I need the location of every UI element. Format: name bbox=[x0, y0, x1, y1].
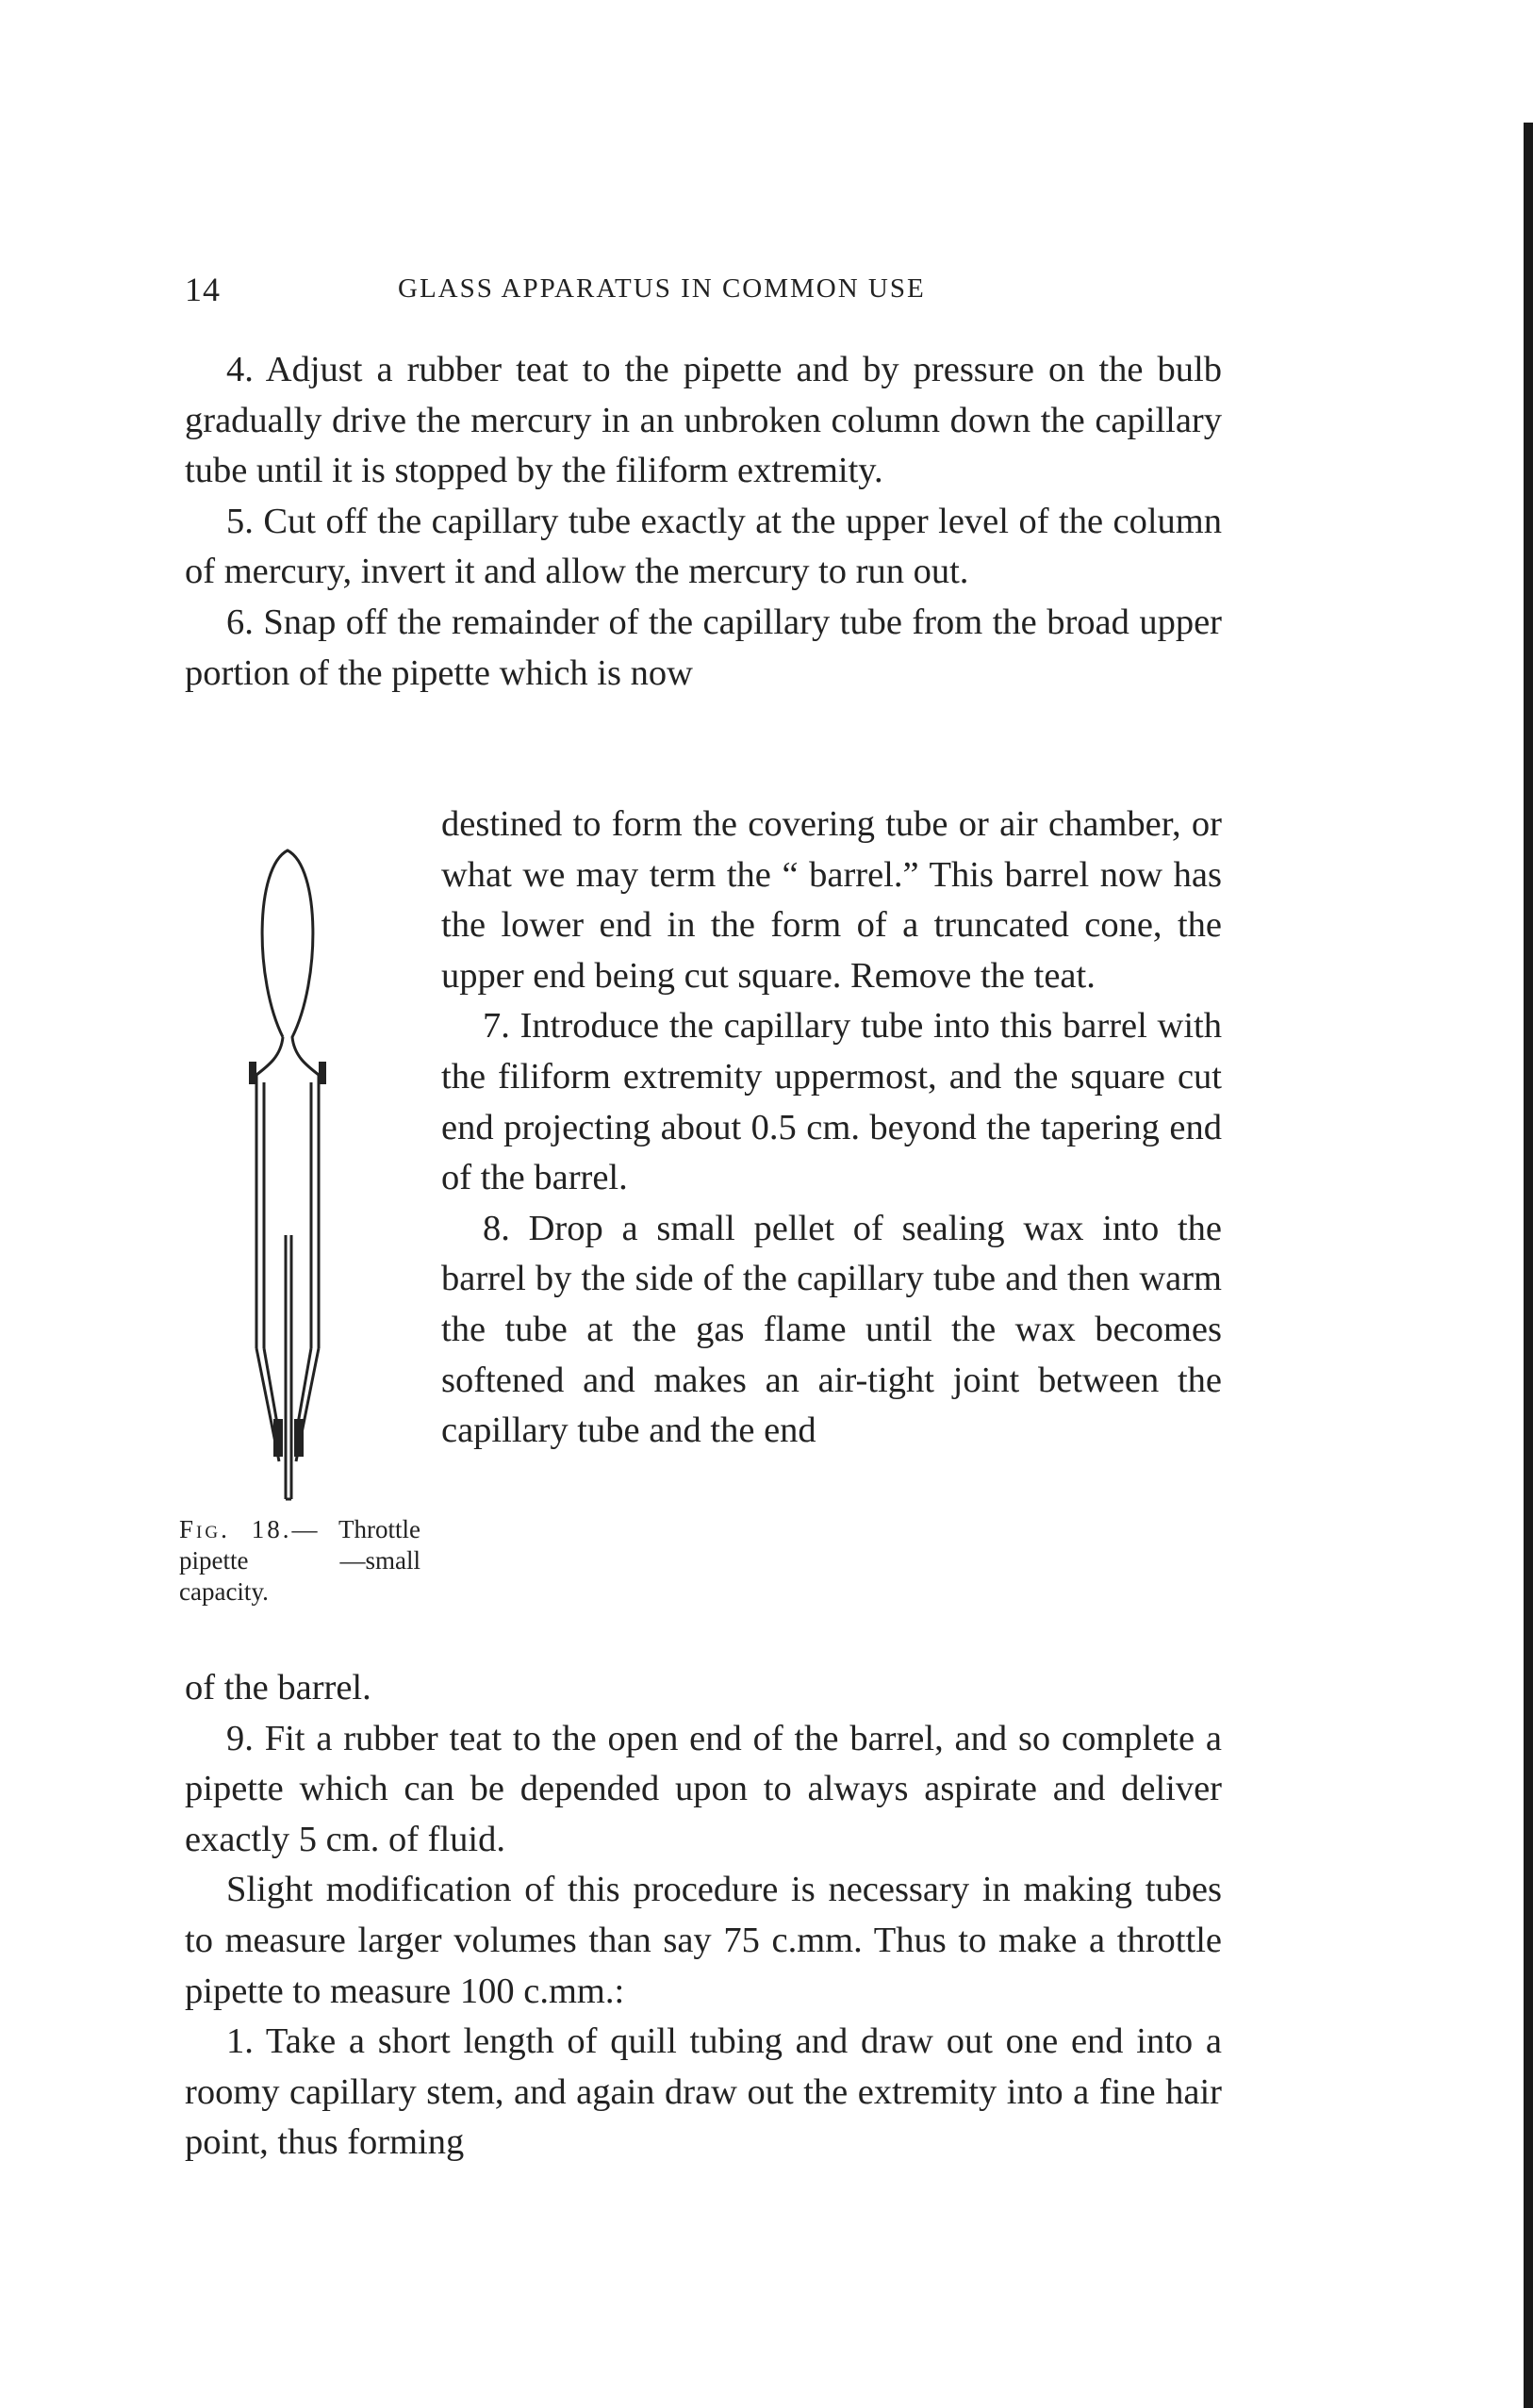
paragraph-step-4: 4. Adjust a rubber teat to the pipette and by pressure on the bulb gradually drive the mercury in an unbroken column down the capillary tube until it is stopped by the filiform extremity. bbox=[185, 350, 1222, 491]
throttle-pipette-figure bbox=[226, 839, 358, 1518]
paragraph-step-8: 8. Drop a small pellet of sealing wax into the barrel by the side of the capillary tube and then warm the tube at the gas flame until the wax becomes softened and makes an air-tight joint between the capillary tube and the end bbox=[441, 1208, 1222, 1451]
figure-label: Fig. 18.— bbox=[179, 1515, 321, 1543]
figure-caption bbox=[179, 1514, 420, 1608]
paragraph-step-5: 5. Cut off the capillary tube exactly at the upper level of the column of mercury, invert it and allow the mercury to run out. bbox=[185, 501, 1222, 592]
page-header bbox=[185, 270, 1222, 311]
paragraph-step-9: 9. Fit a rubber teat to the open end of the barrel, and so complete a pipette which can be depended upon to always aspirate and deliver exactly 5 cm. of fluid. bbox=[185, 1718, 1222, 1859]
paragraph-step-6-continued: destined to form the covering tube or air chamber, or what we may term the “ barrel.” This barrel now has the lower end in the form of a truncated cone, the upper end being cut square. Remove the teat. bbox=[441, 804, 1222, 996]
scanned-page-edge bbox=[1524, 123, 1533, 2408]
text-block-beside-figure bbox=[441, 800, 1222, 1457]
paragraph-step-1: 1. Take a short length of quill tubing and draw out one end into a roomy capillary stem, and again draw out the extremity into a fine hair point, thus forming bbox=[185, 2021, 1222, 2163]
paragraph-step-7: 7. Introduce the capillary tube into this barrel with the filiform extremity uppermost, and the square cut end projecting about 0.5 cm. beyond the tapering end of the barrel. bbox=[441, 1006, 1222, 1198]
throttle-pipette-illustration bbox=[226, 839, 358, 1518]
page-number: 14 bbox=[185, 271, 221, 308]
running-title: GLASS APPARATUS IN COMMON USE bbox=[398, 273, 926, 304]
figure-caption-text: Throttle pipette —small capacity. bbox=[179, 1515, 420, 1606]
text-block-bottom bbox=[185, 1663, 1222, 2169]
text-block-top bbox=[185, 345, 1222, 699]
paragraph-step-8-end: of the barrel. bbox=[185, 1668, 371, 1707]
paragraph-step-6: 6. Snap off the remainder of the capillary tube from the broad upper portion of the pipette which is now bbox=[185, 602, 1222, 693]
paragraph-modification: Slight modification of this procedure is necessary in making tubes to measure larger volumes than say 75 c.mm. Thus to make a throttle pipette to measure 100 c.mm.: bbox=[185, 1870, 1222, 2011]
